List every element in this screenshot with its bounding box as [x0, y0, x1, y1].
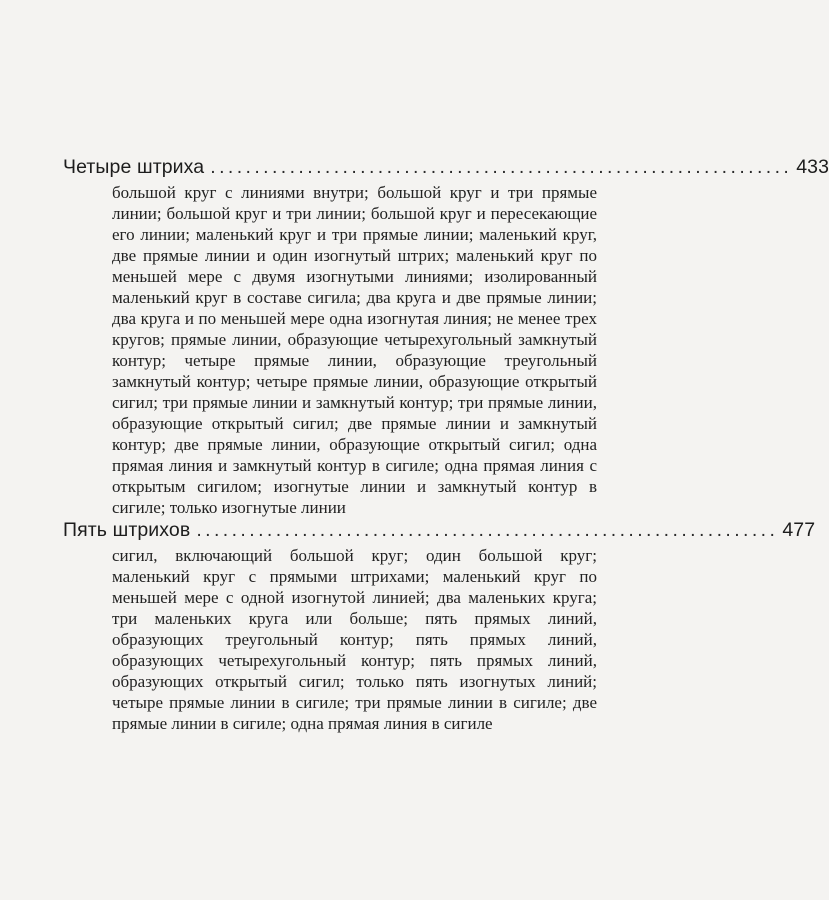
toc-entry-four-strokes[interactable] — [63, 155, 829, 179]
toc-section-four-strokes — [63, 155, 829, 518]
toc-entry-title: Пять штрихов — [63, 519, 191, 541]
toc-page-number: 477 — [782, 519, 816, 541]
dot-leader: .................................................................. — [196, 519, 779, 541]
toc-section-five-strokes — [63, 518, 816, 734]
toc-entry-five-strokes[interactable] — [63, 518, 816, 542]
toc-page-number: 433 — [796, 156, 829, 178]
toc-entry-description: большой круг с линиями внутри; большой круг и три прямые линии; большой круг и три линии; большой круг и пересекающие его линии; маленький круг и три прямые линии; маленький круг, две прямые линии и один изогнутый штрих; маленький круг по меньшей мере с двумя изогнутыми линиями; изолированный маленький круг в составе сигила; два круга и две прямые линии; два круга и по меньшей мере одна изогнутая линия; не менее трех кругов; прямые линии, образующие четырехугольный замкнутый контур; четыре прямые линии, образующие треугольный замкнутый контур; четыре прямые линии, образующие открытый сигил; три прямые линии и замкнутый контур; три прямые линии, образующие открытый сигил; две прямые линии и замкнутый контур; две прямые линии, образующие открытый сигил; одна прямая линия и замкнутый контур в сигиле; одна прямая линия с открытым сигилом; изогнутые линии и замкнутый контур в сигиле; только изогнутые линии — [112, 183, 597, 517]
dot-leader: .................................................................. — [210, 156, 793, 178]
toc-entry-description: сигил, включающий большой круг; один большой круг; маленький круг с прямыми штрихами; маленький круг по меньшей мере с одной изогнутой линией; два маленьких круга; три маленьких круга или больше; пять прямых линий, образующих треугольный контур; пять прямых линий, образующих четырехугольный контур; пять прямых линий, образующих открытый сигил; только пять изогнутых линий; четыре прямые линии в сигиле; три прямые линии в сигиле; две прямые линии в сигиле; одна прямая линия в сигиле — [112, 546, 597, 733]
toc-entry-title: Четыре штриха — [63, 156, 205, 178]
